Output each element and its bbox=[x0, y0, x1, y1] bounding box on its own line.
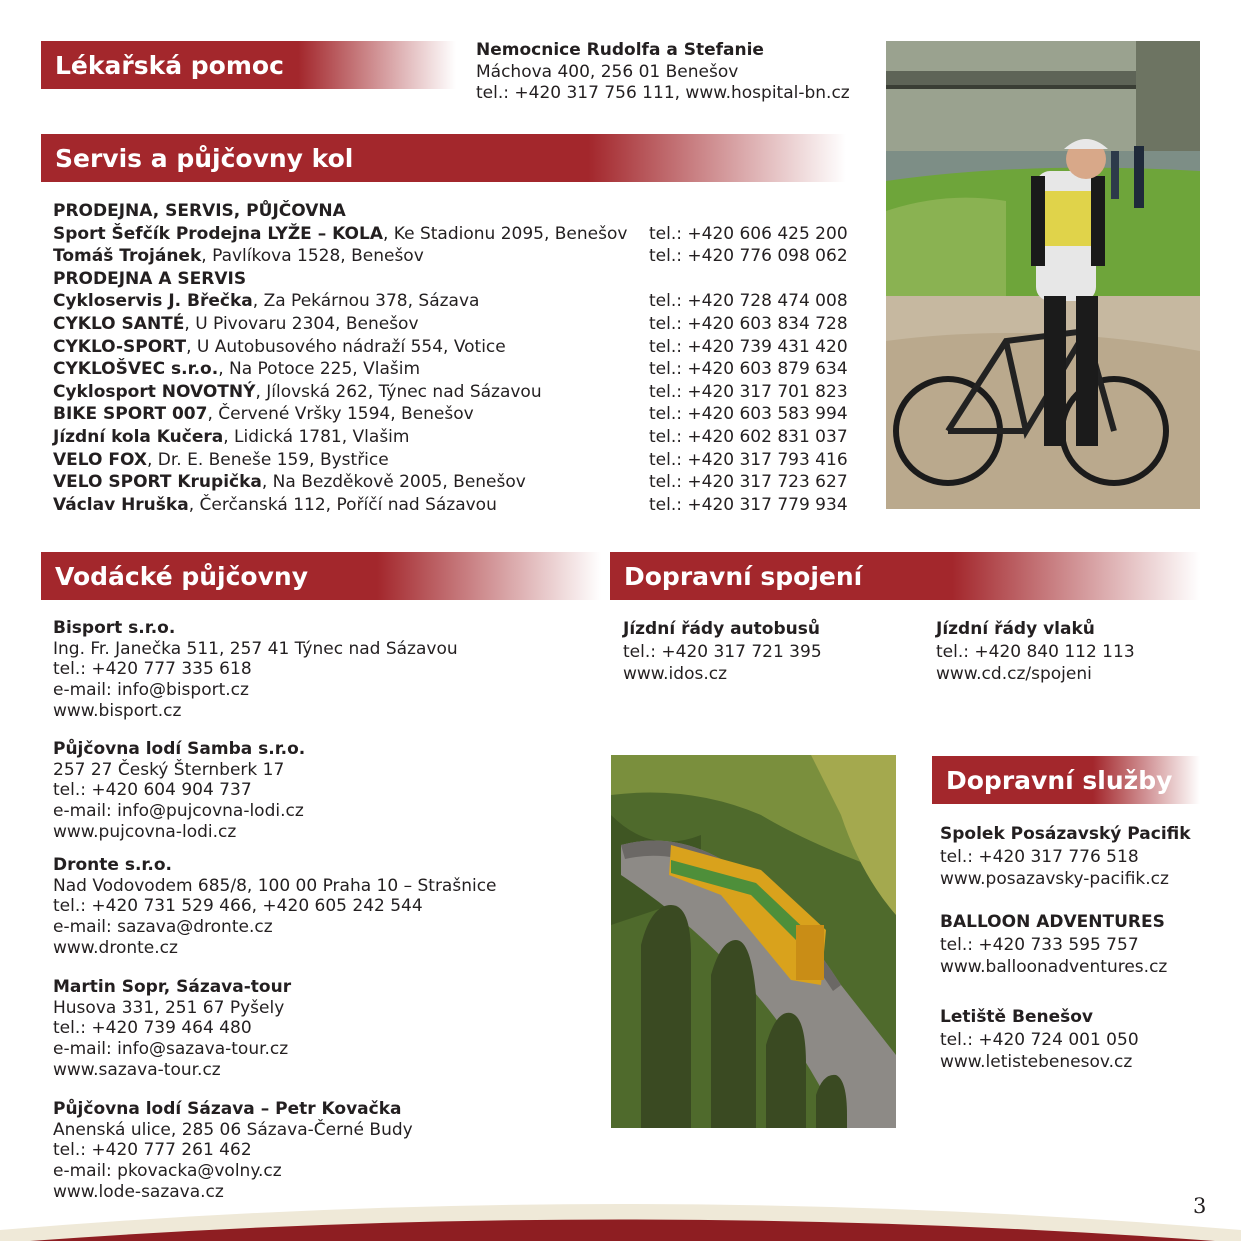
section-title: Lékařská pomoc bbox=[55, 50, 284, 80]
bike-shop-name: Cykloservis J. Břečka bbox=[53, 291, 253, 312]
bike-shop-address: , Lidická 1781, Vlašim bbox=[223, 426, 410, 447]
bike-shop-phone: tel.: +420 317 723 627 bbox=[649, 472, 848, 493]
bike-shop-address-cell bbox=[53, 449, 649, 472]
water-contact-name: Martin Sopr, Sázava-tour bbox=[53, 977, 292, 997]
water-contact-line: www.pujcovna-lodi.cz bbox=[53, 821, 237, 842]
bike-shop-phone: tel.: +420 739 431 420 bbox=[649, 336, 848, 357]
transport-contact-name: Jízdní řády vlaků bbox=[936, 619, 1095, 639]
water-contact-block bbox=[53, 739, 305, 843]
bike-shop-phone: tel.: +420 603 583 994 bbox=[649, 404, 848, 425]
services-contact-block bbox=[940, 823, 1191, 891]
bike-shop-phone: tel.: +420 603 879 634 bbox=[649, 359, 848, 380]
section-title: Dopravní spojení bbox=[624, 561, 863, 591]
water-contact-name: Půjčovna lodí Samba s.r.o. bbox=[53, 739, 306, 759]
section-header-medical bbox=[41, 41, 456, 89]
bike-shop-address: , Za Pekárnou 378, Sázava bbox=[252, 291, 480, 312]
bike-shop-address: , Na Potoce 225, Vlašim bbox=[218, 359, 421, 380]
water-contact-line: www.sazava-tour.cz bbox=[53, 1059, 221, 1080]
bike-shop-row bbox=[53, 290, 853, 313]
bike-shop-address: , Jílovská 262, Týnec nad Sázavou bbox=[255, 381, 542, 402]
water-contact-line: e-mail: info@sazava-tour.cz bbox=[53, 1039, 289, 1060]
bike-shop-address-cell bbox=[53, 358, 649, 381]
water-contact-line: e-mail: pkovacka@volny.cz bbox=[53, 1161, 282, 1182]
water-contact-line: tel.: +420 739 464 480 bbox=[53, 1018, 252, 1039]
bike-shop-row bbox=[53, 381, 853, 404]
bike-shop-address-cell bbox=[53, 336, 649, 359]
bike-shop-row bbox=[53, 426, 853, 449]
services-contact-name: Spolek Posázavský Pacifik bbox=[940, 824, 1191, 844]
bike-shop-address: , U Autobusového nádraží 554, Votice bbox=[186, 336, 506, 357]
train-photo bbox=[611, 755, 896, 1128]
water-contact-line: Husova 331, 251 67 Pyšely bbox=[53, 997, 285, 1018]
bike-shop-address: , Dr. E. Beneše 159, Bystřice bbox=[146, 449, 389, 470]
water-contact-name: Dronte s.r.o. bbox=[53, 855, 172, 875]
section-title: Servis a půjčovny kol bbox=[55, 143, 354, 173]
bike-shop-address-cell bbox=[53, 313, 649, 336]
water-contact-line: e-mail: info@pujcovna-lodi.cz bbox=[53, 801, 304, 822]
section-header-water bbox=[41, 552, 601, 600]
bike-shop-row bbox=[53, 471, 853, 494]
water-contact-line: tel.: +420 731 529 466, +420 605 242 544 bbox=[53, 896, 423, 917]
water-contact-line: e-mail: info@bisport.cz bbox=[53, 680, 249, 701]
transport-contact-line: tel.: +420 840 112 113 bbox=[936, 641, 1135, 662]
section-header-transport bbox=[610, 552, 1200, 600]
water-contact-block bbox=[53, 977, 291, 1081]
bike-shop-name: CYKLOŠVEC s.r.o. bbox=[53, 359, 219, 380]
bike-shop-address-cell bbox=[53, 471, 649, 494]
bike-shop-name: Tomáš Trojánek bbox=[53, 246, 202, 267]
bike-shop-name: BIKE SPORT 007 bbox=[53, 404, 208, 425]
bike-shop-phone: tel.: +420 602 831 037 bbox=[649, 426, 848, 447]
bike-shop-row bbox=[53, 403, 853, 426]
water-contact-block bbox=[53, 855, 497, 959]
services-contact-block bbox=[940, 1006, 1139, 1074]
bike-heading-2: PRODEJNA A SERVIS bbox=[53, 268, 247, 289]
bike-shop-row bbox=[53, 449, 853, 472]
bike-shop-address: , Čerčanská 112, Poříčí nad Sázavou bbox=[188, 494, 497, 515]
bike-shop-row bbox=[53, 336, 853, 359]
water-contact-line: tel.: +420 604 904 737 bbox=[53, 780, 252, 801]
section-title: Vodácké půjčovny bbox=[55, 561, 309, 591]
bike-shops-list bbox=[53, 200, 853, 516]
bike-shop-address-cell bbox=[53, 494, 649, 517]
bike-shop-phone: tel.: +420 776 098 062 bbox=[649, 246, 848, 267]
transport-contact-block bbox=[936, 618, 1135, 686]
water-contact-line: www.dronte.cz bbox=[53, 937, 178, 958]
bike-shop-row bbox=[53, 358, 853, 381]
services-contact-name: Letiště Benešov bbox=[940, 1007, 1094, 1027]
services-contact-line: www.posazavsky-pacifik.cz bbox=[940, 869, 1169, 889]
bike-shop-address: , Pavlíkova 1528, Benešov bbox=[201, 246, 424, 267]
bike-shop-phone: tel.: +420 317 779 934 bbox=[649, 494, 848, 515]
bike-shop-address: , Červené Vršky 1594, Benešov bbox=[207, 404, 474, 425]
page-number: 3 bbox=[1193, 1194, 1207, 1218]
bike-shop-name: VELO FOX bbox=[53, 449, 147, 470]
bike-shop-address-cell bbox=[53, 245, 649, 268]
cyclist-photo bbox=[886, 41, 1200, 509]
transport-contact-line: tel.: +420 317 721 395 bbox=[623, 641, 822, 662]
bike-shop-phone: tel.: +420 606 425 200 bbox=[649, 223, 848, 244]
services-contact-line: www.balloonadventures.cz bbox=[940, 957, 1168, 977]
hospital-name: Nemocnice Rudolfa a Stefanie bbox=[476, 40, 764, 60]
water-contact-line: tel.: +420 777 335 618 bbox=[53, 659, 252, 680]
bike-shop-address: , Ke Stadionu 2095, Benešov bbox=[382, 223, 628, 244]
section-title: Dopravní služby bbox=[946, 765, 1173, 795]
bike-shop-name: Jízdní kola Kučera bbox=[53, 426, 224, 447]
bike-shop-address: , Na Bezděkově 2005, Benešov bbox=[261, 472, 526, 493]
bike-shop-name: CYKLO-SPORT bbox=[53, 336, 187, 357]
bike-shop-row bbox=[53, 245, 853, 268]
bike-shop-name: Cyklosport NOVOTNÝ bbox=[53, 381, 256, 402]
water-contact-line: www.lode-sazava.cz bbox=[53, 1181, 224, 1202]
transport-contact-line: www.idos.cz bbox=[623, 664, 728, 684]
bike-shop-phone: tel.: +420 317 793 416 bbox=[649, 449, 848, 470]
section-header-services bbox=[932, 756, 1200, 804]
bike-shop-phone: tel.: +420 728 474 008 bbox=[649, 291, 848, 312]
services-contact-line: tel.: +420 724 001 050 bbox=[940, 1029, 1139, 1050]
services-contact-name: BALLOON ADVENTURES bbox=[940, 912, 1165, 932]
water-contact-block bbox=[53, 618, 458, 722]
bike-shop-name: VELO SPORT Krupička bbox=[53, 472, 262, 493]
hospital-block bbox=[476, 40, 850, 105]
services-contact-block bbox=[940, 911, 1167, 979]
bike-shop-name: Václav Hruška bbox=[53, 494, 189, 515]
water-contact-name: Půjčovna lodí Sázava – Petr Kovačka bbox=[53, 1099, 402, 1119]
bike-shop-address-cell bbox=[53, 403, 649, 426]
bike-shop-address-cell bbox=[53, 381, 649, 404]
bike-shop-row bbox=[53, 313, 853, 336]
water-contact-line: Ing. Fr. Janečka 511, 257 41 Týnec nad Sázavou bbox=[53, 638, 458, 659]
water-contact-block bbox=[53, 1099, 413, 1203]
transport-contact-block bbox=[623, 618, 822, 686]
bike-shop-address-cell bbox=[53, 426, 649, 449]
bike-shop-name: CYKLO SANTÉ bbox=[53, 313, 185, 334]
water-contact-line: tel.: +420 777 261 462 bbox=[53, 1140, 252, 1161]
bike-shop-address-cell bbox=[53, 223, 649, 246]
transport-contact-line: www.cd.cz/spojeni bbox=[936, 664, 1092, 684]
bike-heading-1: PRODEJNA, SERVIS, PŮJČOVNA bbox=[53, 201, 346, 221]
bike-shop-phone: tel.: +420 317 701 823 bbox=[649, 381, 848, 402]
bike-shop-row bbox=[53, 494, 853, 517]
hospital-contact: tel.: +420 317 756 111, www.hospital-bn.cz bbox=[476, 83, 850, 103]
bike-shop-address-cell bbox=[53, 290, 649, 313]
water-contact-name: Bisport s.r.o. bbox=[53, 618, 176, 638]
hospital-address: Máchova 400, 256 01 Benešov bbox=[476, 61, 739, 82]
water-contact-line: Anenská ulice, 285 06 Sázava-Černé Budy bbox=[53, 1119, 413, 1140]
bike-shop-row bbox=[53, 223, 853, 246]
bike-shop-name: Sport Šefčík Prodejna LYŽE – KOLA bbox=[53, 223, 383, 244]
bike-shop-phone: tel.: +420 603 834 728 bbox=[649, 313, 848, 334]
water-contact-line: e-mail: sazava@dronte.cz bbox=[53, 917, 273, 938]
water-contact-line: www.bisport.cz bbox=[53, 700, 182, 721]
water-contact-line: 257 27 Český Šternberk 17 bbox=[53, 759, 285, 780]
services-contact-line: www.letistebenesov.cz bbox=[940, 1052, 1133, 1072]
services-contact-line: tel.: +420 733 595 757 bbox=[940, 934, 1139, 955]
water-contact-line: Nad Vodovodem 685/8, 100 00 Praha 10 – Strašnice bbox=[53, 875, 497, 896]
section-header-bikes bbox=[41, 134, 846, 182]
bike-shop-address: , U Pivovaru 2304, Benešov bbox=[184, 313, 419, 334]
transport-contact-name: Jízdní řády autobusů bbox=[623, 619, 820, 639]
services-contact-line: tel.: +420 317 776 518 bbox=[940, 846, 1139, 867]
footer-decoration bbox=[0, 1190, 1241, 1241]
